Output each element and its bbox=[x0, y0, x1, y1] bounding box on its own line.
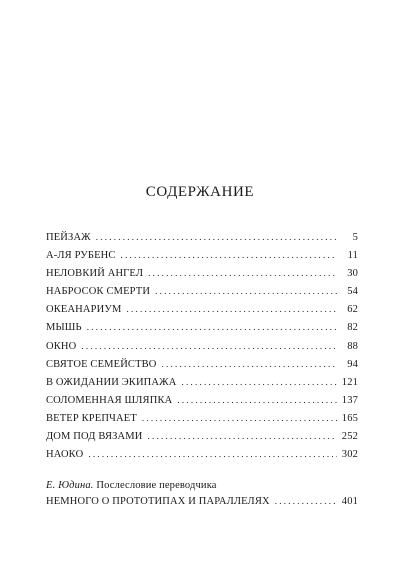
page-title: СОДЕРЖАНИЕ bbox=[145, 184, 255, 200]
toc-entry-page: 11 bbox=[347, 250, 358, 262]
toc-entry bbox=[46, 268, 358, 286]
toc-leader-dots bbox=[87, 322, 337, 332]
toc-entry-title: НЕЛОВКИЙ АНГЕЛ bbox=[46, 268, 144, 280]
toc-entry-title: ВЕТЕР КРЕПЧАЕТ bbox=[46, 412, 137, 424]
toc-leader-dots bbox=[96, 232, 337, 242]
toc-entry-page: 137 bbox=[341, 394, 358, 406]
toc-leader-dots bbox=[126, 304, 337, 314]
toc-entry-title: А-ЛЯ РУБЕНС bbox=[46, 250, 116, 262]
toc-entry bbox=[46, 395, 358, 413]
toc-entry-title: ДОМ ПОД ВЯЗАМИ bbox=[46, 431, 143, 443]
toc-leader-dots bbox=[155, 286, 337, 296]
toc-leader-dots bbox=[88, 449, 336, 459]
toc-entry-page: 88 bbox=[347, 340, 358, 352]
toc-leader-dots bbox=[121, 250, 337, 260]
toc-entry-title: ОКЕАНАРИУМ bbox=[46, 304, 122, 316]
toc-entry bbox=[46, 359, 358, 377]
afterword-entry bbox=[46, 478, 358, 509]
toc-entry bbox=[46, 413, 358, 431]
toc-entry bbox=[46, 286, 358, 304]
toc-entry-page: 82 bbox=[347, 322, 358, 334]
toc-entry-title: НАБРОСОК СМЕРТИ bbox=[46, 286, 151, 298]
toc-entry-title: ПЕЙЗАЖ bbox=[46, 232, 91, 243]
toc-leader-dots bbox=[142, 413, 337, 423]
toc-entry-title: НАОКО bbox=[46, 449, 84, 461]
afterword-title-row bbox=[46, 494, 358, 509]
toc-entry-page: 5 bbox=[352, 232, 358, 243]
toc-entry bbox=[46, 250, 358, 268]
afterword-author: Е. Юдина. bbox=[46, 480, 94, 491]
toc-entry-page: 62 bbox=[347, 304, 358, 316]
table-of-contents bbox=[46, 232, 358, 467]
toc-leader-dots bbox=[181, 377, 336, 387]
afterword-title: НЕМНОГО О ПРОТОТИПАХ И ПАРАЛЛЕЛЯХ bbox=[46, 496, 270, 507]
toc-entry-title: В ОЖИДАНИИ ЭКИПАЖА bbox=[46, 376, 177, 388]
toc-leader-dots bbox=[162, 359, 337, 369]
toc-entry-page: 94 bbox=[347, 358, 358, 370]
toc-entry bbox=[46, 449, 358, 467]
toc-entry bbox=[46, 377, 358, 395]
toc-leader-dots bbox=[177, 395, 336, 405]
toc-entry-title: СОЛОМЕННАЯ ШЛЯПКА bbox=[46, 394, 173, 406]
toc-entry-page: 252 bbox=[341, 431, 358, 443]
toc-entry bbox=[46, 322, 358, 340]
toc-leader-dots bbox=[148, 268, 337, 278]
toc-leader-dots bbox=[275, 494, 337, 508]
toc-leader-dots bbox=[147, 431, 336, 441]
afterword-note: Послесловие переводчика bbox=[96, 480, 217, 491]
toc-leader-dots bbox=[81, 341, 337, 351]
toc-entry-title: ОКНО bbox=[46, 340, 77, 352]
toc-entry-page: 30 bbox=[347, 268, 358, 280]
toc-entry-title: СВЯТОЕ СЕМЕЙСТВО bbox=[46, 358, 157, 370]
toc-entry bbox=[46, 341, 358, 359]
afterword-page: 401 bbox=[341, 496, 358, 507]
toc-entry-page: 302 bbox=[341, 449, 358, 461]
afterword-byline bbox=[46, 478, 358, 494]
toc-entry-page: 54 bbox=[347, 286, 358, 298]
toc-entry bbox=[46, 304, 358, 322]
toc-entry bbox=[46, 431, 358, 449]
toc-entry-title: МЫШЬ bbox=[46, 322, 82, 334]
toc-entry-page: 165 bbox=[341, 412, 358, 424]
toc-entry-page: 121 bbox=[341, 376, 358, 388]
toc-entry bbox=[46, 232, 358, 250]
